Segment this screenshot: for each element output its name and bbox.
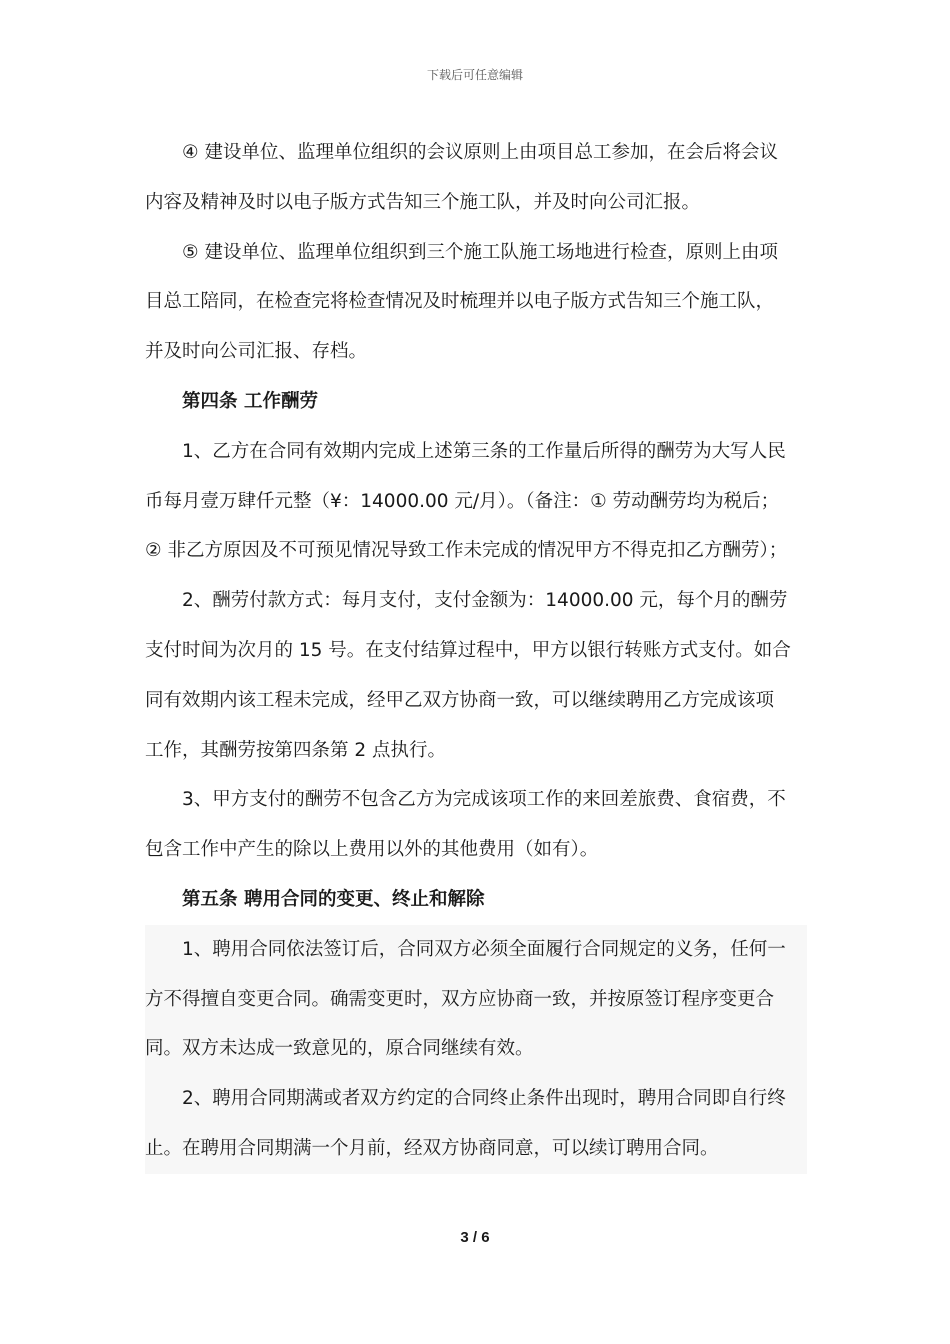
section-heading: 第四条 工作酬劳	[182, 390, 318, 412]
paragraph-line: 目总工陪同，在检查完将检查情况及时梳理并以电子版方式告知三个施工队，	[145, 291, 775, 313]
paragraph-line: 内容及精神及时以电子版方式告知三个施工队，并及时向公司汇报。	[145, 191, 701, 213]
paragraph-line: ⑤ 建设单位、监理单位组织到三个施工队施工场地进行检查，原则上由项	[182, 241, 778, 263]
paragraph-line: ② 非乙方原因及不可预见情况导致工作未完成的情况甲方不得克扣乙方酬劳）；	[145, 540, 788, 562]
paragraph-line: 1、聘用合同依法签订后，合同双方必须全面履行合同规定的义务，任何一	[145, 925, 807, 975]
paragraph-line: 支付时间为次月的 15 号。在支付结算过程中，甲方以银行转账方式支付。如合	[145, 639, 791, 661]
paragraph-line: 2、酬劳付款方式：每月支付，支付金额为：14000.00 元，每个月的酬劳	[182, 590, 788, 612]
paragraph-line: 同有效期内该工程未完成，经甲乙双方协商一致，可以继续聘用乙方完成该项	[145, 689, 775, 711]
section-heading: 第五条 聘用合同的变更、终止和解除	[182, 888, 485, 910]
header-note: 下载后可任意编辑	[426, 68, 523, 82]
paragraph-line: 包含工作中产生的除以上费用以外的其他费用（如有）。	[145, 839, 599, 861]
paragraph-line: 3、甲方支付的酬劳不包含乙方为完成该项工作的来回差旅费、食宿费，不	[182, 789, 786, 811]
paragraph-line: ④ 建设单位、监理单位组织的会议原则上由项目总工参加，在会后将会议	[182, 142, 778, 163]
paragraph-line: 币每月壹万肆仟元整（¥：14000.00 元/月）。（备注：① 劳动酬劳均为税后；	[145, 490, 780, 512]
paragraph-line: 1、乙方在合同有效期内完成上述第三条的工作量后所得的酬劳为大写人民	[182, 440, 786, 462]
document-body	[145, 128, 807, 1174]
paragraph-line: 同。双方未达成一致意见的，原合同继续有效。	[145, 1024, 807, 1074]
paragraph-line: 方不得擅自变更合同。确需变更时，双方应协商一致，并按原签订程序变更合	[145, 975, 807, 1025]
paragraph-line: 止。在聘用合同期满一个月前，经双方协商同意，可以续订聘用合同。	[145, 1124, 807, 1174]
paragraph-line: 并及时向公司汇报、存档。	[145, 341, 368, 363]
paragraph-line: 2、聘用合同期满或者双方约定的合同终止条件出现时，聘用合同即自行终	[145, 1074, 807, 1124]
page-number: 3 / 6	[460, 1229, 490, 1246]
paragraph-line: 工作，其酬劳按第四条第 2 点执行。	[145, 739, 447, 761]
